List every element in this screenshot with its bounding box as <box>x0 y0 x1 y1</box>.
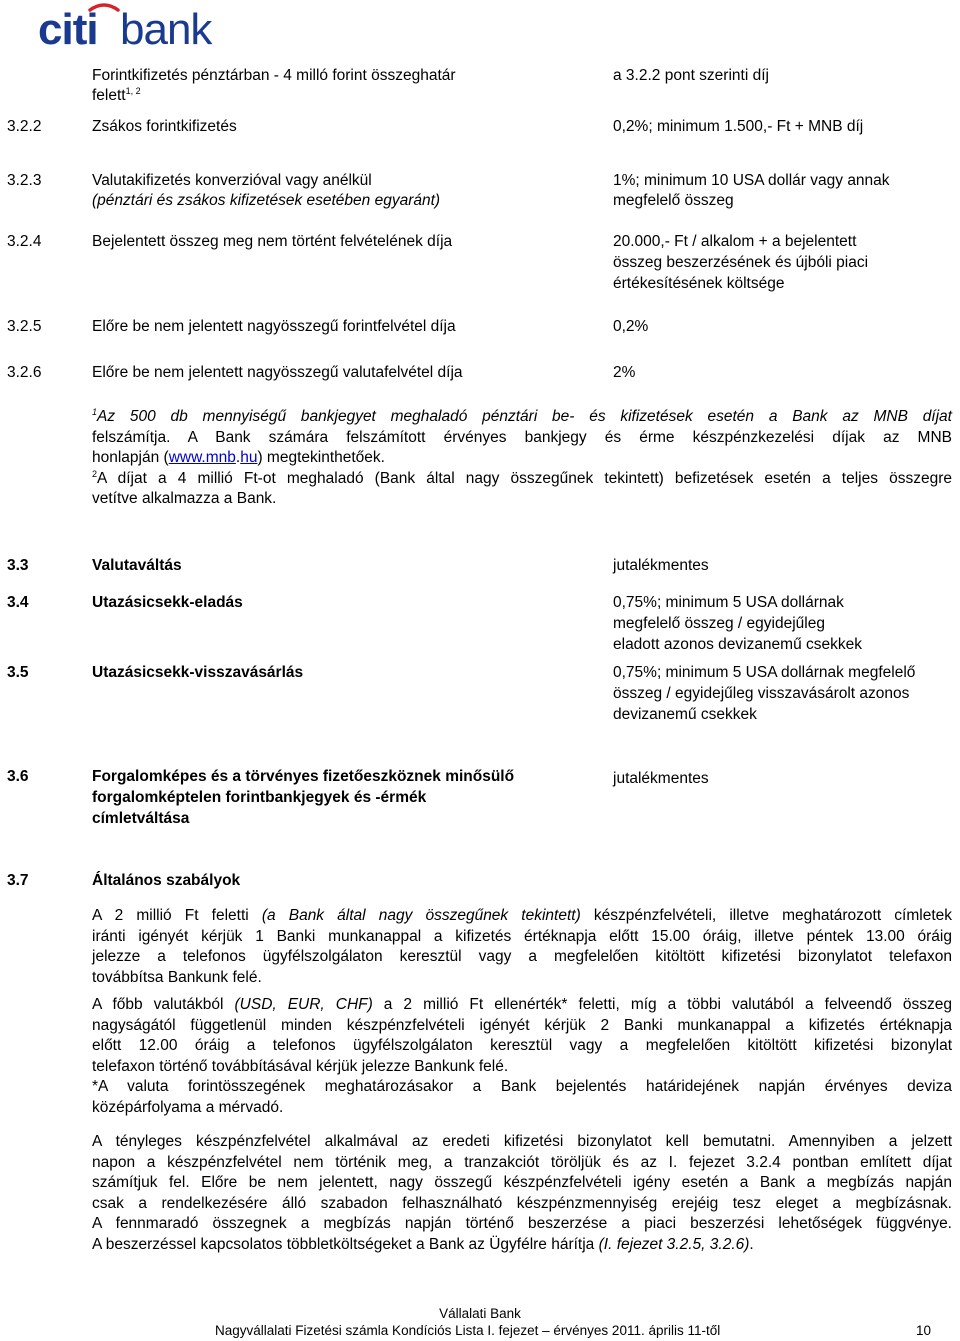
row-value: 20.000,- Ft / alkalom + a bejelentett <box>613 233 857 250</box>
section-title-cont: forgalomképtelen forintbankjegyek és -érmék <box>92 789 427 806</box>
section-title: Általános szabályok <box>92 872 241 889</box>
row-label: Zsákos forintkifizetés <box>92 118 237 135</box>
footer-department: Vállalati Bank <box>439 1306 521 1321</box>
row-value: 1%; minimum 10 USA dollár vagy annak <box>613 172 890 189</box>
section-number: 3.4 <box>7 594 29 611</box>
row-label: Valutakifizetés konverzióval vagy anélkül <box>92 172 372 189</box>
section-number: 3.5 <box>7 664 29 681</box>
page-number: 10 <box>916 1323 932 1338</box>
section-value-cont: összeg / egyidejűleg visszavásárolt azonos <box>613 685 910 702</box>
section-value: 0,75%; minimum 5 USA dollárnak <box>613 594 844 611</box>
section-value-cont: megfelelő összeg / egyidejűleg <box>613 615 825 632</box>
row-value: a 3.2.2 pont szerinti díj <box>613 67 769 84</box>
row-label: Előre be nem jelentett nagyösszegű forintfelvétel díja <box>92 318 456 335</box>
footnote-2-line: $^2$A díjat a 4 millió Ft-ot meghaladó (Bank által nagy összegűnek tekintett) befizetések esetén a teljes összegre <box>92 468 952 487</box>
section-number: 3.7 <box>7 872 29 889</box>
footnote-1-line: felszámítja. A Bank számára felszámított érvényes bankjegy és érme készpénzkezelési díjak az MNB <box>92 428 952 446</box>
footnote-1-line: $^1$Az 500 db mennyiségű bankjegyet meghaladó pénztári be- és kifizetések esetén a Bank az MNB díjat <box>92 407 952 425</box>
row-label: Bejelentett összeg meg nem történt felvételének díja <box>92 233 453 250</box>
section-number: 3.3 <box>7 557 29 574</box>
row-value-cont: megfelelő összeg <box>613 192 734 209</box>
section-title: Utazásicsekk-eladás <box>92 594 243 611</box>
section-value: jutalékmentes <box>613 557 709 574</box>
row-label: Forintkifizetés pénztárban - 4 milló forint összeghatár <box>92 67 456 84</box>
row-value-cont: összeg beszerzésének és újbóli piaci <box>613 254 869 271</box>
citi-wordmark: citi <box>38 5 98 50</box>
mnb-link[interactable]: www.mnb <box>168 449 236 466</box>
footnote-ref: 1, 2 <box>125 86 141 96</box>
section-value-cont: eladott azonos devizanemű csekkek <box>613 636 863 653</box>
row-label-cont: (pénztári és zsákos kifizetések esetében egyaránt) <box>92 192 441 209</box>
footnotes <box>92 407 952 510</box>
section-value: 0,75%; minimum 5 USA dollárnak megfelelő <box>613 664 916 681</box>
row-label: Előre be nem jelentett nagyösszegű valutafelvétel díja <box>92 364 463 381</box>
row-number: 3.2.4 <box>7 233 42 250</box>
row-value: 0,2%; minimum 1.500,- Ft + MNB díj <box>613 118 864 135</box>
paragraph-large-cash-withdrawal: A 2 millió Ft feletti (a Bank által nagy összegűnek tekintett) készpénzfelvételi, illetve meghatározott címletek iránti igényét kérjük 1 Banki munkanappal a kifizetés értéknapja előtt 15.00 óráig, illetve péntek 13.00 óráig jelezze a telefonos ügyfélszolgálaton keresztül vagy a megfelelően kitöltött kifizetési bizonylatot telefaxon továbbítsa Bankunk felé. <box>92 907 952 986</box>
section-title-cont: címletváltása <box>92 810 190 827</box>
paragraph-actual-withdrawal: A tényleges készpénzfelvétel alkalmával az eredeti kifizetési bizonylatot kell bemutatni. Amennyiben a jelzett napon a készpénzfelvétel nem történik meg, a tranzakciót töröljük és az I. fejezet 3.2.4 pontban említett díjat számítjuk fel. Előre be nem jelentett, nagy összegű készpénzfelvételi igény esetén a Bank a megbízás napján csak a rendelkezésére álló szabadon felhasználható készpénzmennyiség erejéig tesz eleget a megbízásnak. A fennmaradó összegnek a megbízás napján történő beszerzése a piaci beszerzési lehetőségek függvénye. A beszerzéssel kapcsolatos többletköltségeket a Bank az Ügyfélre hárítja (I. fejezet 3.2.5, 3.2.6). <box>92 1133 952 1253</box>
row-number: 3.2.6 <box>7 364 42 381</box>
paragraph-foreign-currency: A főbb valutákból (USD, EUR, CHF) a 2 millió Ft ellenérték* feletti, míg a többi valutából a felveendő összeg nagyságától függetlenül minden készpénzfelvételi igényét kérjük 2 Banki munkanappal a kifizetés értéknapja előtt 12.00 óráig a telefonos ügyfélszolgálaton keresztül vagy a megfelelően kitöltött kifizetési bizonylat telefaxon történő továbbításával kérjük jelezze Bankunk felé. *A valuta forintösszegének meghatározásakor a Bank bejelentés határidejének napján érvényes deviza középárfolyama a mérvadó. <box>92 996 952 1116</box>
footnote-1-line: honlapján (www.mnb.hu) megtekinthetőek. <box>92 449 385 466</box>
bank-wordmark: bank <box>120 5 212 50</box>
row-number: 3.2.2 <box>7 118 42 135</box>
row-value-cont: értékesítésének költsége <box>613 275 785 292</box>
section-number: 3.6 <box>7 768 29 785</box>
row-value: 0,2% <box>613 318 649 335</box>
mnb-link-hu[interactable]: hu <box>240 449 258 466</box>
section-value-cont: devizanemű csekkek <box>613 706 757 723</box>
footnote-2-line: vetítve alkalmazza a Bank. <box>92 490 277 507</box>
footer-document-title: Nagyvállalati Fizetési számla Kondíciós Lista I. fejezet – érvényes 2011. április 11-től <box>215 1323 721 1338</box>
footnote-marker: 2 <box>92 468 98 479</box>
section-title: Valutaváltás <box>92 557 182 574</box>
row-value: 2% <box>613 364 636 381</box>
row-number: 3.2.5 <box>7 318 42 335</box>
section-title: Forgalomképes és a törvényes fizetőeszköznek minősülő <box>92 768 515 785</box>
citibank-logo <box>38 2 228 50</box>
footnote-marker: 1 <box>92 407 98 417</box>
row-number: 3.2.3 <box>7 172 42 189</box>
row-label-cont: felett$^{1, 2}$ <box>92 86 141 104</box>
section-title: Utazásicsekk-visszavásárlás <box>92 664 304 681</box>
section-value: jutalékmentes <box>613 770 709 787</box>
